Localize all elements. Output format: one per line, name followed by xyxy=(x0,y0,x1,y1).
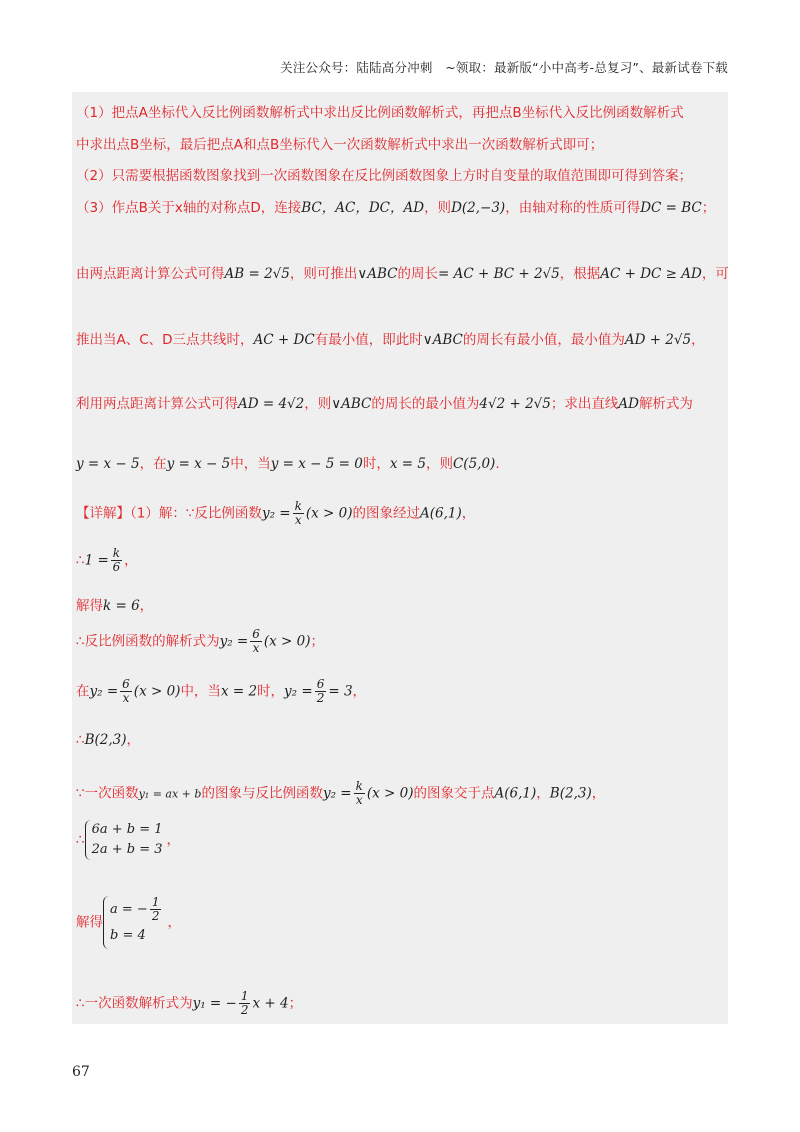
fraction xyxy=(120,678,132,705)
solution-line-10 xyxy=(76,990,302,1017)
analysis-text: 有最小值，即此时 xyxy=(314,332,423,348)
math-expr: x + 4 xyxy=(252,995,289,1012)
math-expr: DC = BC xyxy=(640,200,702,216)
math-expr: (x > 0) xyxy=(263,633,311,650)
math-expr: y = x − 5 xyxy=(166,456,231,472)
denominator: x xyxy=(252,641,260,655)
math-expr: ∨ABC xyxy=(357,266,398,282)
equation-system xyxy=(85,820,163,860)
solution-line-7 xyxy=(76,780,605,807)
math-expr: k = 6 xyxy=(103,598,140,614)
math-expr: y₁ = − xyxy=(192,995,237,1012)
solution-text: ， xyxy=(139,598,154,614)
solution-text: ， xyxy=(461,505,476,522)
math-expr: (x > 0) xyxy=(133,683,181,700)
equation-row: b = 4 xyxy=(110,928,146,943)
denominator: 6 xyxy=(112,560,121,574)
math-expr: = AC + BC + 2√5 xyxy=(438,266,560,282)
math-expr: y₂ = xyxy=(89,683,119,700)
solution-text: （1）解：∵反比例函数 xyxy=(130,505,262,522)
analysis-text: 中求出点B坐标，最后把点A和点B坐标代入一次函数解析式中求出一次函数解析式即可； xyxy=(76,137,604,153)
analysis-line-6 xyxy=(76,328,705,348)
math-expr: AB = 2√5 xyxy=(224,266,290,282)
analysis-text: （2）只需要根据函数图象找到一次函数图象在反比例函数图象上方时自变量的取值范围即可得到答案； xyxy=(76,168,693,184)
equation-row: 2a + b = 3 xyxy=(91,842,163,857)
math-expr: y₂ = xyxy=(219,633,249,650)
solution-text: 中，当 xyxy=(180,683,221,700)
fraction xyxy=(111,547,122,574)
analysis-text: 解析式为 xyxy=(638,396,693,412)
solution-text: ， xyxy=(352,683,367,700)
page-number: 67 xyxy=(72,1064,90,1080)
math-expr: BC，AC，DC，AD xyxy=(301,200,425,216)
solution-line-3 xyxy=(76,594,153,614)
math-expr: (x > 0) xyxy=(366,785,414,802)
fraction xyxy=(354,780,365,807)
analysis-text: 时， xyxy=(362,456,390,472)
analysis-text: 的周长的最小值为 xyxy=(371,396,480,412)
solution-text: ， xyxy=(536,785,550,802)
solution-text: ， xyxy=(124,552,138,569)
analysis-line-8 xyxy=(76,452,500,472)
numerator: 6 xyxy=(316,677,325,691)
solution-tag: 【详解】 xyxy=(76,505,130,522)
solution-text: 的图象交于点 xyxy=(413,785,495,802)
numerator: 1 xyxy=(151,895,160,909)
solution-line-8 xyxy=(76,820,180,860)
solution-text: ， xyxy=(126,732,141,748)
solution-text: ∴ xyxy=(76,732,85,748)
solution-text: ∵一次函数 xyxy=(76,785,139,802)
solution-text: ∴ xyxy=(76,552,85,569)
numerator: k xyxy=(294,499,302,513)
analysis-text: ，在 xyxy=(139,456,167,472)
fraction xyxy=(293,500,304,527)
denominator: 2 xyxy=(151,909,160,923)
numerator: k xyxy=(355,779,363,793)
math-expr: C(5,0) xyxy=(452,456,496,472)
analysis-line-4 xyxy=(76,196,715,216)
math-expr: y = x − 5 = 0 xyxy=(270,456,363,472)
math-expr: A(6,1) xyxy=(420,505,462,522)
solution-text: 解得 xyxy=(76,598,103,614)
analysis-text: （3）作点B关于x轴的对称点D，连接 xyxy=(76,200,302,216)
numerator: 1 xyxy=(240,989,249,1003)
denominator: 2 xyxy=(240,1003,249,1017)
fraction xyxy=(315,678,327,705)
math-expr: y₂ = xyxy=(322,785,352,802)
math-expr: AD xyxy=(618,396,639,412)
analysis-text: ，则可推出 xyxy=(289,266,358,282)
denominator: x xyxy=(294,513,302,527)
denominator: 2 xyxy=(316,691,325,705)
analysis-line-1 xyxy=(76,101,684,121)
math-expr: 1 = xyxy=(84,552,109,569)
analysis-text: 利用两点距离计算公式可得 xyxy=(76,396,238,412)
solution-line-6 xyxy=(76,728,140,748)
numerator: 6 xyxy=(122,677,130,691)
solution-text: ， xyxy=(591,785,606,802)
solution-line-4 xyxy=(76,628,324,655)
analysis-line-3 xyxy=(76,164,692,184)
analysis-text: ，则 xyxy=(304,396,332,412)
math-expr: (x > 0) xyxy=(305,505,353,522)
math-expr: B(2,3) xyxy=(84,732,127,748)
math-expr: a = − xyxy=(110,902,148,917)
denominator: x xyxy=(122,691,130,705)
solution-line-1 xyxy=(76,500,475,527)
math-expr: D(2,−3) xyxy=(451,200,506,216)
analysis-text: 推出当A、C、D三点共线时， xyxy=(76,332,254,348)
solution-text: ∴反比例函数的解析式为 xyxy=(76,633,220,650)
analysis-line-5 xyxy=(76,262,729,282)
analysis-text: 的周长有最小值，最小值为 xyxy=(462,332,625,348)
solution-line-5 xyxy=(76,678,366,705)
solution-text: ； xyxy=(288,995,303,1012)
math-expr: A(6,1) xyxy=(494,785,537,802)
fraction xyxy=(150,896,162,923)
math-expr: AC + DC xyxy=(253,332,315,348)
analysis-text: ，可 xyxy=(701,266,729,282)
page-header: 关注公众号：陆陆高分冲刺 ~领取：最新版“小中高考-总复习”、最新试卷下载 xyxy=(280,60,728,75)
analysis-line-2 xyxy=(76,133,603,153)
math-expr: y₂ = xyxy=(261,505,291,522)
analysis-text: （1）把点A坐标代入反比例函数解析式中求出反比例函数解析式，再把点B坐标代入反比例函数解析式 xyxy=(76,105,684,121)
math-expr: B(2,3) xyxy=(549,785,592,802)
analysis-text: ；求出直线 xyxy=(550,396,619,412)
numerator: 6 xyxy=(252,627,260,641)
math-expr: x = 5 xyxy=(389,456,426,472)
equation-row xyxy=(110,896,163,923)
fraction xyxy=(239,990,251,1017)
analysis-text: 由两点距离计算公式可得 xyxy=(76,266,225,282)
math-expr: ∨ABC xyxy=(331,396,372,412)
math-expr: = 3 xyxy=(328,683,353,700)
analysis-text: ，根据 xyxy=(559,266,601,282)
analysis-line-7 xyxy=(76,392,693,412)
solution-text: 在 xyxy=(76,683,90,700)
math-expr: y = x − 5 xyxy=(76,456,140,472)
analysis-text: 的周长 xyxy=(397,266,438,282)
equation-system xyxy=(103,896,163,949)
solution-line-9 xyxy=(76,896,181,949)
solution-text: 的图象与反比例函数 xyxy=(201,785,323,802)
math-expr: AC + DC ≥ AD xyxy=(600,266,702,282)
analysis-text: ，由轴对称的性质可得 xyxy=(505,200,641,216)
math-expr: y₂ = xyxy=(284,683,313,700)
math-expr: x = 2 xyxy=(220,683,258,700)
equation-row: 6a + b = 1 xyxy=(91,822,163,837)
solution-text: ∴ xyxy=(76,832,85,848)
math-expr: AD = 4√2 xyxy=(238,396,305,412)
analysis-text: ， xyxy=(691,332,705,348)
analysis-text: . xyxy=(495,456,500,472)
analysis-text: ，则 xyxy=(424,200,452,216)
numerator: k xyxy=(112,546,121,560)
answer-panel xyxy=(72,92,728,1024)
fraction xyxy=(250,628,262,655)
analysis-text: 中，当 xyxy=(230,456,271,472)
math-expr: ∨ABC xyxy=(422,332,463,348)
analysis-text: ； xyxy=(701,200,716,216)
solution-text: ， xyxy=(166,832,181,848)
denominator: x xyxy=(355,793,363,807)
solution-text: 时， xyxy=(257,683,285,700)
solution-text: ， xyxy=(167,914,181,931)
solution-text: 解得 xyxy=(76,914,103,931)
math-expr: AD + 2√5 xyxy=(624,332,692,348)
solution-text: ∴一次函数解析式为 xyxy=(76,995,193,1012)
solution-text: 的图象经过 xyxy=(352,505,421,522)
math-expr: y₁ = ax + b xyxy=(138,787,202,801)
math-expr: 4√2 + 2√5 xyxy=(479,396,551,412)
solution-line-2 xyxy=(76,547,138,574)
solution-text: ； xyxy=(310,633,325,650)
analysis-text: ，则 xyxy=(425,456,453,472)
